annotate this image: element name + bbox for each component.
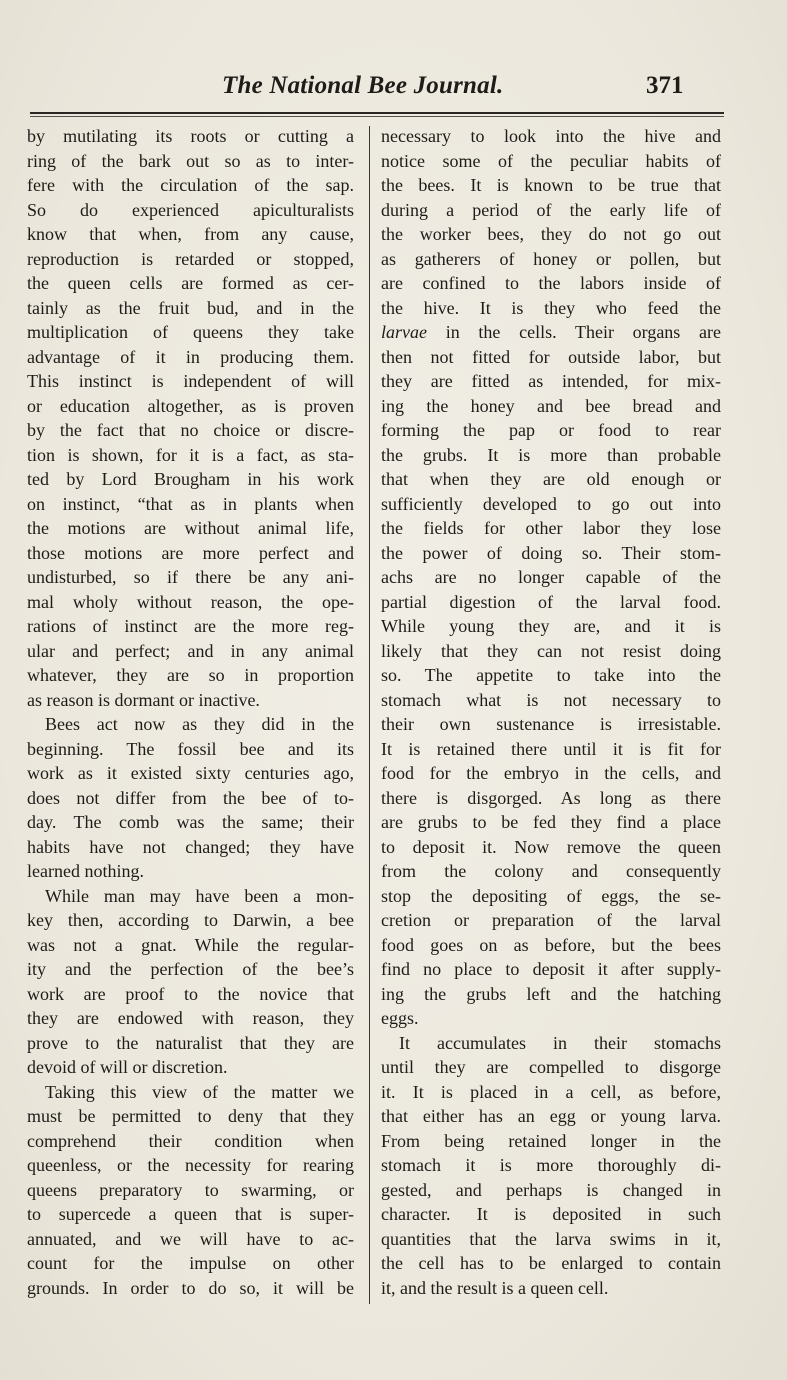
text-line: ring of the bark out so as to inter-	[27, 150, 354, 171]
text-line: So do experienced apiculturalists	[27, 199, 354, 220]
text-line: quantities that the larva swims in it,	[381, 1228, 721, 1249]
text-line: the fields for other labor they lose	[381, 518, 721, 538]
text-line: work as it existed sixty centuries ago,	[27, 763, 354, 783]
text-line: prove to the naturalist that they are	[27, 1032, 354, 1053]
text-line: Taking this view of the matter we	[45, 1081, 354, 1102]
text-line: sufficiently developed to go out into	[381, 493, 721, 514]
text-line: until they are compelled to disgorge	[381, 1057, 721, 1077]
text-line: ted by Lord Brougham in his work	[27, 469, 354, 489]
text-line: reproduction is retarded or stopped,	[27, 248, 354, 269]
text-line: to deposit it. Now remove the queen	[381, 836, 721, 857]
text-line: the bees. It is known to be true that	[381, 175, 721, 195]
text-line: fere with the circulation of the sap.	[27, 175, 354, 195]
text-line: beginning. The fossil bee and its	[27, 738, 354, 759]
text-line: during a period of the early life of	[381, 199, 721, 220]
text-line: find no place to deposit it after supply-	[381, 959, 721, 979]
left-column	[27, 124, 354, 1300]
text-line: partial digestion of the larval food.	[381, 591, 721, 612]
text-line: food for the embryo in the cells, and	[381, 763, 721, 783]
text-line: those motions are more perfect and	[27, 542, 354, 563]
text-line: then not fitted for outside labor, but	[381, 346, 721, 367]
text-line: larvae in the cells. Their organs are	[381, 322, 721, 342]
text-line: queens preparatory to swarming, or	[27, 1179, 354, 1200]
text-line: eggs.	[381, 1008, 419, 1028]
text-line: are grubs to be fed they find a place	[381, 812, 721, 832]
text-line: day. The comb was the same; their	[27, 812, 354, 832]
right-column	[381, 124, 721, 1300]
text-line: stop the depositing of eggs, the se-	[381, 885, 721, 906]
text-line: ular and perfect; and in any animal	[27, 640, 354, 661]
text-line: work are proof to the novice that	[27, 983, 354, 1004]
text-line: know that when, from any cause,	[27, 224, 354, 244]
page-header	[0, 70, 787, 106]
text-line: likely that they can not resist doing	[381, 640, 721, 661]
text-line: queenless, or the necessity for rearing	[27, 1155, 354, 1175]
text-line: they are fitted as intended, for mix-	[381, 371, 721, 391]
text-line: forming the pap or food to rear	[381, 420, 721, 440]
text-line: food goes on as before, but the bees	[381, 934, 721, 955]
text-line: annuated, and we will have to ac-	[27, 1228, 354, 1249]
text-line: advantage of it in producing them.	[27, 346, 354, 367]
text-line: that when they are old enough or	[381, 469, 721, 489]
column-divider	[369, 126, 370, 1304]
text-line: count for the impulse on other	[27, 1253, 354, 1273]
text-line: the queen cells are formed as cer-	[27, 273, 354, 293]
text-line: tainly as the fruit bud, and in the	[27, 297, 354, 318]
text-line: on instinct, “that as in plants when	[27, 493, 354, 514]
text-line: the cell has to be enlarged to contain	[381, 1253, 721, 1273]
text-line: It accumulates in their stomachs	[399, 1032, 721, 1053]
text-line: stomach what is not necessary to	[381, 689, 721, 710]
text-line: they are endowed with reason, they	[27, 1008, 354, 1028]
text-line: cretion or preparation of the larval	[381, 910, 721, 930]
text-line: it. It is placed in a cell, as before,	[381, 1081, 721, 1102]
text-line: by the fact that no choice or discre-	[27, 420, 354, 440]
text-line: ing the honey and bee bread and	[381, 395, 721, 416]
text-line: tion is shown, for it is a fact, as sta-	[27, 444, 354, 465]
text-line: stomach it is more thoroughly di-	[381, 1155, 721, 1175]
text-line: their own sustenance is irresistable.	[381, 714, 721, 734]
text-line: ing the grubs left and the hatching	[381, 983, 721, 1004]
text-line: the power of doing so. Their stom-	[381, 542, 721, 563]
text-line: the hive. It is they who feed the	[381, 297, 721, 318]
text-line: was not a gnat. While the regular-	[27, 934, 354, 955]
text-line: ity and the perfection of the bee’s	[27, 959, 354, 979]
text-line: habits have not changed; they have	[27, 836, 354, 857]
text-line: that either has an egg or young larva.	[381, 1106, 721, 1126]
text-line: rations of instinct are the more reg-	[27, 616, 354, 636]
text-line: comprehend their condition when	[27, 1130, 354, 1151]
text-line: notice some of the peculiar habits of	[381, 150, 721, 171]
text-line: multiplication of queens they take	[27, 322, 354, 342]
text-line: grounds. In order to do so, it will be	[27, 1277, 354, 1298]
text-line: necessary to look into the hive and	[381, 126, 721, 146]
text-line: From being retained longer in the	[381, 1130, 721, 1151]
text-line: as reason is dormant or inactive.	[27, 689, 260, 710]
text-line: so. The appetite to take into the	[381, 665, 721, 685]
text-line: Bees act now as they did in the	[45, 714, 354, 734]
text-line: by mutilating its roots or cutting a	[27, 126, 354, 146]
text-line: While young they are, and it is	[381, 616, 721, 636]
text-line: there is disgorged. As long as there	[381, 787, 721, 808]
text-line: This instinct is independent of will	[27, 371, 354, 391]
text-line: learned nothing.	[27, 861, 144, 881]
text-line: whatever, they are so in proportion	[27, 665, 354, 685]
text-line: mal wholy without reason, the ope-	[27, 591, 354, 612]
text-line: It is retained there until it is fit for	[381, 738, 721, 759]
text-line: the motions are without animal life,	[27, 518, 354, 538]
journal-title: The National Bee Journal.	[222, 72, 504, 99]
text-line: or education altogether, as is proven	[27, 395, 354, 416]
text-line: key then, according to Darwin, a bee	[27, 910, 354, 930]
text-line: While man may have been a mon-	[45, 885, 354, 906]
text-line: must be permitted to deny that they	[27, 1106, 354, 1126]
text-line: the worker bees, they do not go out	[381, 224, 721, 244]
text-line: to supercede a queen that is super-	[27, 1204, 354, 1224]
text-line: character. It is deposited in such	[381, 1204, 721, 1224]
header-rule-thin	[30, 116, 724, 117]
text-line: achs are no longer capable of the	[381, 567, 721, 587]
text-line: does not differ from the bee of to-	[27, 787, 354, 808]
text-line: undisturbed, so if there be any ani-	[27, 567, 354, 587]
text-line: gested, and perhaps is changed in	[381, 1179, 721, 1200]
text-line: devoid of will or discretion.	[27, 1057, 228, 1077]
text-line: from the colony and consequently	[381, 861, 721, 881]
text-line: it, and the result is a queen cell.	[381, 1277, 609, 1298]
header-rule	[30, 112, 724, 114]
text-line: the grubs. It is more than probable	[381, 444, 721, 465]
text-line: are confined to the labors inside of	[381, 273, 721, 293]
page-number: 371	[646, 72, 684, 99]
text-line: as gatherers of honey or pollen, but	[381, 248, 721, 269]
